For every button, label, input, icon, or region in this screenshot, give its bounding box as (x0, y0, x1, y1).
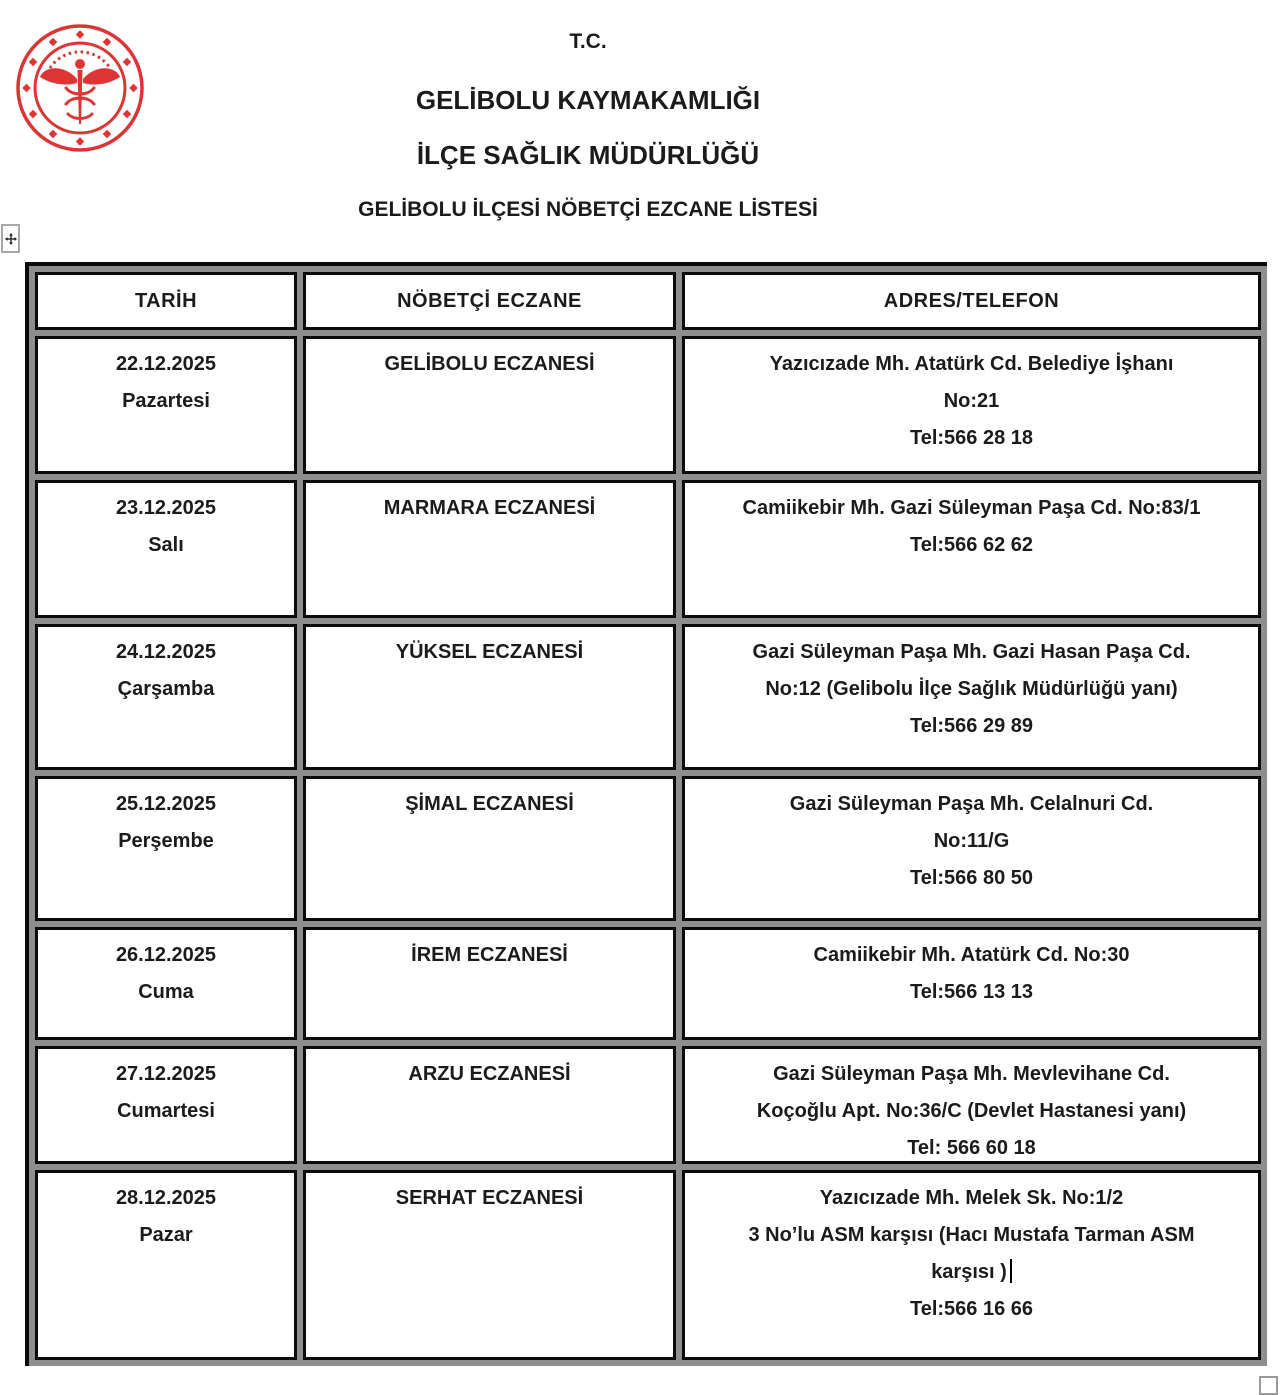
address-line (685, 346, 1258, 383)
address-line-text: Gazi Süleyman Paşa Mh. Mevlevihane Cd. (773, 1063, 1170, 1085)
header-liste-title: GELİBOLU İLÇESİ NÖBETÇİ EZCANE LİSTESİ (358, 198, 818, 221)
table-move-handle-icon[interactable] (1, 224, 20, 253)
address-line (685, 527, 1258, 564)
address-line (685, 786, 1258, 823)
date-text: 28.12.2025 (115, 1187, 217, 1209)
pharmacy-duty-table (25, 262, 1267, 1366)
date-text: 24.12.2025 (115, 641, 217, 663)
address-line-text: Tel:566 28 18 (909, 427, 1034, 449)
header-kaymakamligi: GELİBOLU KAYMAKAMLIĞI (415, 85, 761, 115)
date-text: 26.12.2025 (115, 944, 217, 966)
pharmacy-cell (303, 1170, 676, 1360)
address-cell (682, 336, 1261, 474)
address-line (685, 937, 1258, 974)
address-line (685, 634, 1258, 671)
address-line-text: karşısı ) (931, 1261, 1007, 1283)
date-cell (35, 776, 297, 921)
address-line-text: Tel: 566 60 18 (907, 1137, 1036, 1159)
address-line-text: Camiikebir Mh. Gazi Süleyman Paşa Cd. No:83/1 (742, 497, 1201, 519)
address-line (685, 860, 1258, 897)
address-line (685, 1180, 1258, 1217)
address-cell (682, 1170, 1261, 1360)
address-line (685, 1291, 1258, 1328)
day-text: Pazartesi (122, 390, 210, 412)
address-line (685, 708, 1258, 745)
day-text: Çarşamba (117, 678, 215, 700)
header-tc: T.C. (569, 30, 607, 53)
date-cell (35, 624, 297, 770)
address-line-text: 3 No’lu ASM karşısı (Hacı Mustafa Tarman ASM (748, 1224, 1195, 1246)
address-cell (682, 624, 1261, 770)
address-line (685, 1254, 1258, 1291)
address-line-text: Tel:566 16 66 (909, 1298, 1034, 1320)
address-line (685, 1093, 1258, 1130)
address-line (685, 1056, 1258, 1093)
date-cell (35, 1046, 297, 1164)
pharmacy-cell (303, 1046, 676, 1164)
pharmacy-name: ŞİMAL ECZANESİ (405, 793, 574, 815)
date-text: 22.12.2025 (115, 353, 217, 375)
address-line-text: No:12 (Gelibolu İlçe Sağlık Müdürlüğü yanı) (765, 678, 1178, 700)
address-line (685, 974, 1258, 1011)
address-line-text: Yazıcızade Mh. Atatürk Cd. Belediye İşhanı (769, 353, 1174, 375)
address-line-text: Koçoğlu Apt. No:36/C (Devlet Hastanesi yanı) (756, 1100, 1187, 1122)
date-text: 23.12.2025 (115, 497, 217, 519)
address-line (685, 1130, 1258, 1164)
address-line-text: Yazıcızade Mh. Melek Sk. No:1/2 (819, 1187, 1124, 1209)
address-cell (682, 480, 1261, 618)
column-header-tarih: TARİH (35, 272, 297, 330)
date-cell (35, 927, 297, 1040)
day-text: Cumartesi (117, 1100, 215, 1122)
address-line-text: Tel:566 29 89 (909, 715, 1034, 737)
address-line (685, 383, 1258, 420)
address-line-text: Camiikebir Mh. Atatürk Cd. No:30 (813, 944, 1130, 966)
pharmacy-cell (303, 480, 676, 618)
date-cell (35, 480, 297, 618)
address-line (685, 823, 1258, 860)
pharmacy-cell (303, 624, 676, 770)
day-text: Perşembe (118, 830, 214, 852)
pharmacy-name: İREM ECZANESİ (411, 944, 568, 966)
column-header-adres: ADRES/TELEFON (682, 272, 1261, 330)
address-line (685, 490, 1258, 527)
pharmacy-cell (303, 776, 676, 921)
table-resize-handle-icon[interactable] (1259, 1376, 1278, 1395)
date-cell (35, 336, 297, 474)
pharmacy-cell (303, 927, 676, 1040)
address-cell (682, 927, 1261, 1040)
address-line (685, 1217, 1258, 1254)
address-line-text: Tel:566 80 50 (909, 867, 1034, 889)
document-header (0, 0, 1176, 250)
pharmacy-name: MARMARA ECZANESİ (383, 497, 596, 519)
day-text: Salı (148, 534, 184, 556)
address-line (685, 671, 1258, 708)
address-line-text: No:21 (943, 390, 1000, 412)
address-line-text: Tel:566 62 62 (909, 534, 1034, 556)
pharmacy-name: SERHAT ECZANESİ (395, 1187, 584, 1209)
date-text: 27.12.2025 (115, 1063, 217, 1085)
pharmacy-name: YÜKSEL ECZANESİ (395, 641, 584, 663)
date-cell (35, 1170, 297, 1360)
address-line-text: Gazi Süleyman Paşa Mh. Celalnuri Cd. (789, 793, 1154, 815)
pharmacy-name: ARZU ECZANESİ (408, 1063, 571, 1085)
address-cell (682, 1046, 1261, 1164)
address-line-text: Tel:566 13 13 (909, 981, 1034, 1003)
header-mudurlugu: İLÇE SAĞLIK MÜDÜRLÜĞÜ (416, 140, 760, 170)
address-line-text: No:11/G (933, 830, 1010, 852)
address-line-text: Gazi Süleyman Paşa Mh. Gazi Hasan Paşa Cd. (752, 641, 1191, 663)
column-header-eczane: NÖBETÇİ ECZANE (303, 272, 676, 330)
day-text: Cuma (138, 981, 194, 1003)
address-cell (682, 776, 1261, 921)
pharmacy-cell (303, 336, 676, 474)
text-cursor (1010, 1259, 1012, 1283)
day-text: Pazar (139, 1224, 193, 1246)
pharmacy-name: GELİBOLU ECZANESİ (384, 353, 595, 375)
date-text: 25.12.2025 (115, 793, 217, 815)
address-line (685, 420, 1258, 457)
